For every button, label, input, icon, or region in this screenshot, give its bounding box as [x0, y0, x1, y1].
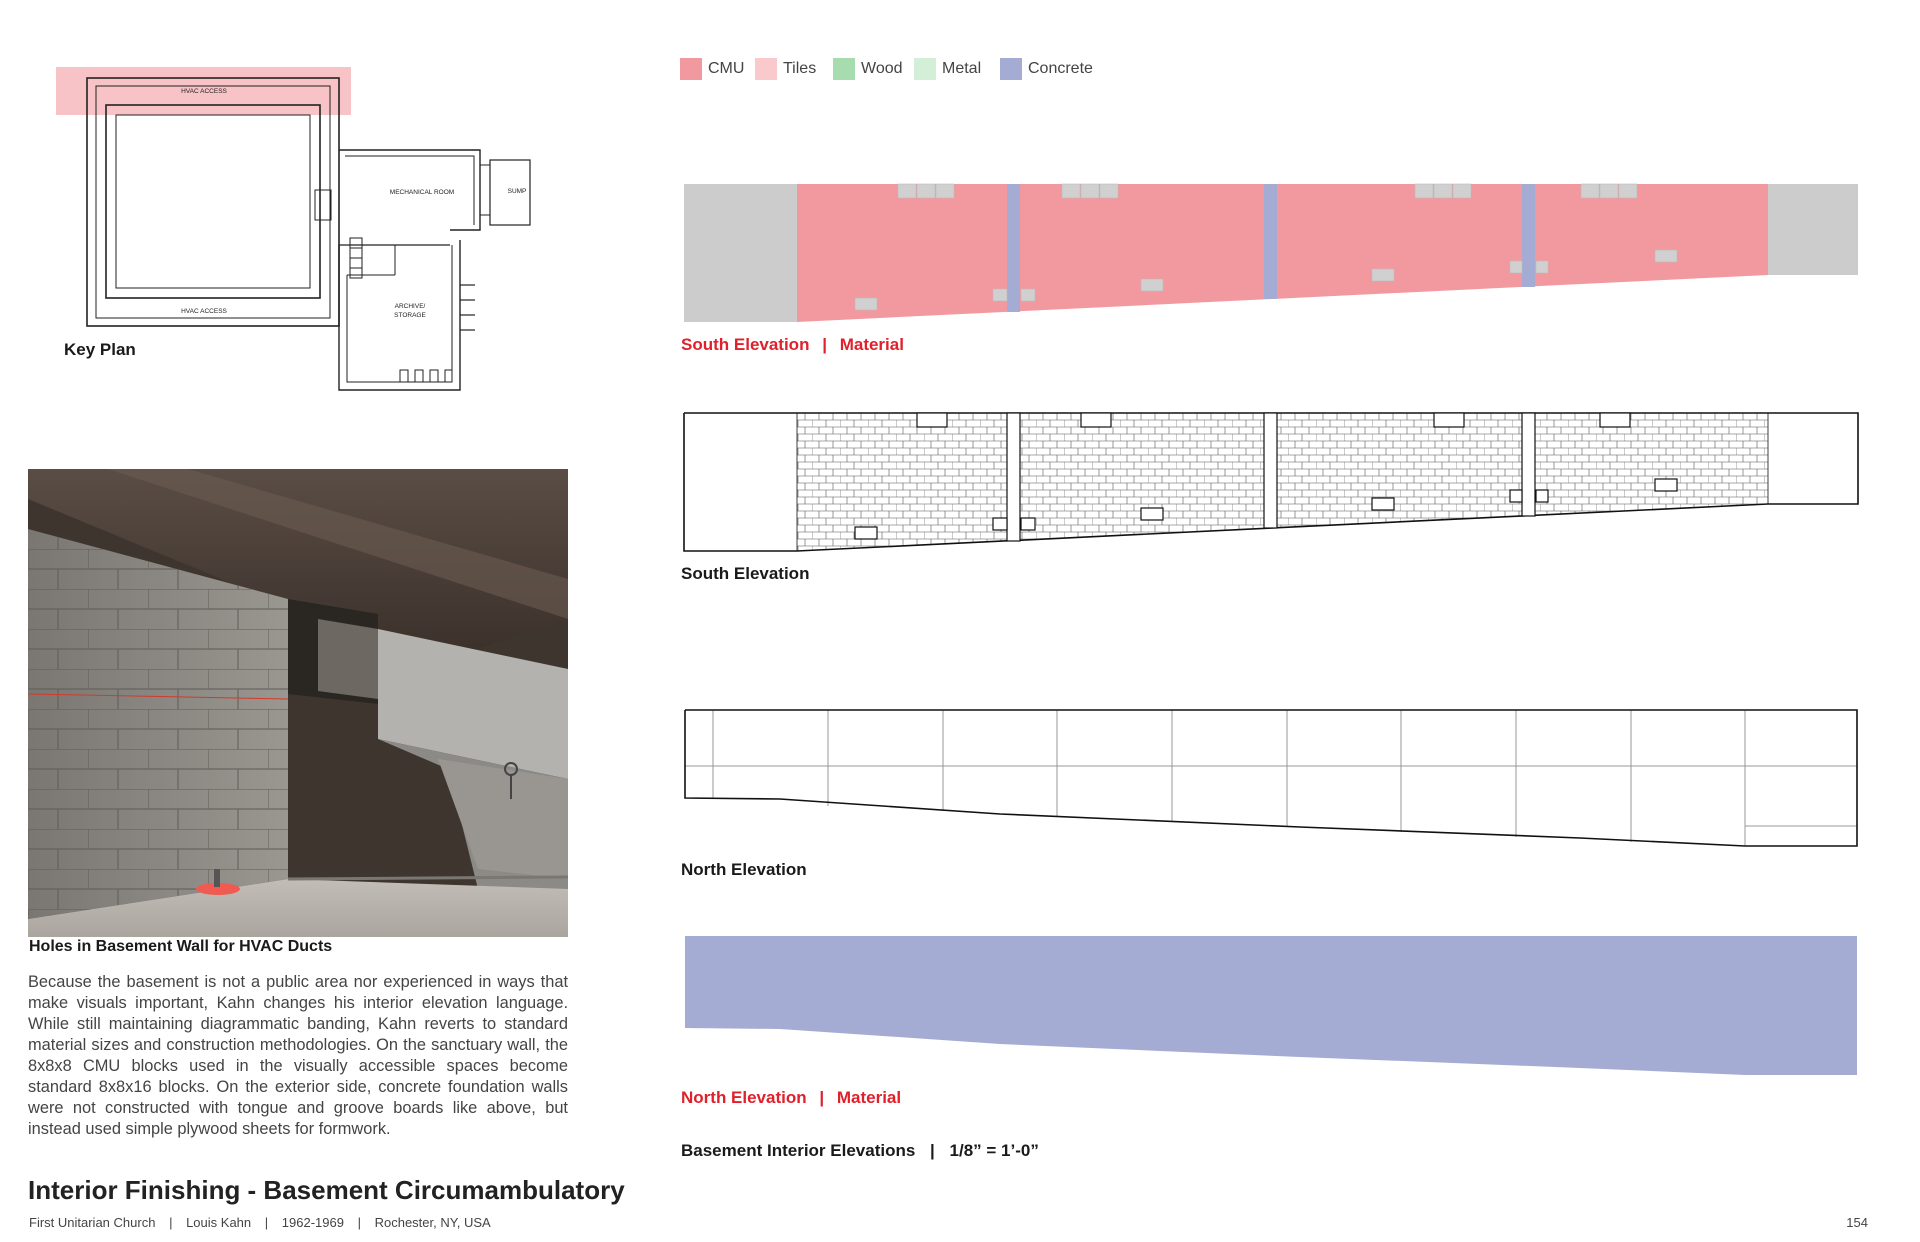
basement-photo — [28, 469, 568, 937]
scale-caption — [681, 1141, 1039, 1161]
caption-name: Basement Interior Elevations — [681, 1141, 916, 1160]
south-elevation-line — [684, 413, 1858, 551]
photo-caption: Holes in Basement Wall for HVAC Ducts — [29, 938, 333, 955]
caption-separator: | — [822, 335, 827, 354]
south-elevation-caption: South Elevation — [681, 564, 810, 583]
key-plan-label: Key Plan — [64, 340, 136, 359]
north-elevation-material — [685, 936, 1857, 1075]
body-paragraph: Because the basement is not a public area nor experienced in ways that make visuals important, Kahn changes his interior elevation language. While still maintaining diagrammatic banding, Kahn reverts to standard material sizes and construction methodologies. On the sanctuary wall, the 8x8x8 CMU blocks used in the visually accessible spaces become standard 8x8x16 blocks. On the exterior side, concrete foundation walls were not constructed with tongue and groove boards like above, but instead used simple plywood sheets for formwork. — [28, 973, 568, 1138]
footer-location: Rochester, NY, USA — [374, 1215, 491, 1230]
hvac-access-top-label: HVAC ACCESS — [181, 88, 227, 95]
hvac-access-bottom-label: HVAC ACCESS — [181, 308, 227, 315]
legend-label: Concrete — [1028, 60, 1093, 77]
caption-name: North Elevation — [681, 1088, 807, 1107]
legend-label: Metal — [942, 60, 982, 77]
caption-suffix: Material — [839, 335, 904, 354]
footer-separator: | — [357, 1215, 361, 1230]
footer-building: First Unitarian Church — [29, 1215, 156, 1230]
footer-separator: | — [264, 1215, 269, 1230]
archive-label-line1: ARCHIVE/ — [394, 303, 426, 310]
caption-scale: 1/8” = 1’-0” — [949, 1141, 1039, 1160]
south-elevation-material — [684, 184, 1858, 322]
mechanical-room-label: MECHANICAL ROOM — [389, 189, 455, 196]
sump-label: SUMP — [507, 188, 527, 195]
caption-separator: | — [819, 1088, 825, 1107]
footer-separator: | — [169, 1215, 173, 1230]
caption-name: South Elevation — [681, 335, 810, 354]
north-elevation-line — [685, 710, 1857, 846]
legend-label: CMU — [708, 60, 745, 77]
north-elevation-caption: North Elevation — [681, 860, 807, 879]
page-title: Interior Finishing - Basement Circumambulatory — [28, 1175, 625, 1205]
north-elevation-material-caption — [681, 1088, 901, 1108]
footer-years: 1962-1969 — [281, 1215, 344, 1230]
footer-architect: Louis Kahn — [186, 1215, 252, 1230]
archive-label-line2: STORAGE — [394, 312, 426, 319]
footer-metadata — [29, 1215, 491, 1230]
south-elevation-material-caption — [681, 335, 904, 355]
legend-label: Wood — [861, 60, 903, 77]
legend-label: Tiles — [783, 60, 817, 77]
caption-separator: | — [930, 1141, 935, 1160]
caption-suffix: Material — [836, 1088, 902, 1107]
page-number: 154 — [1846, 1215, 1868, 1230]
